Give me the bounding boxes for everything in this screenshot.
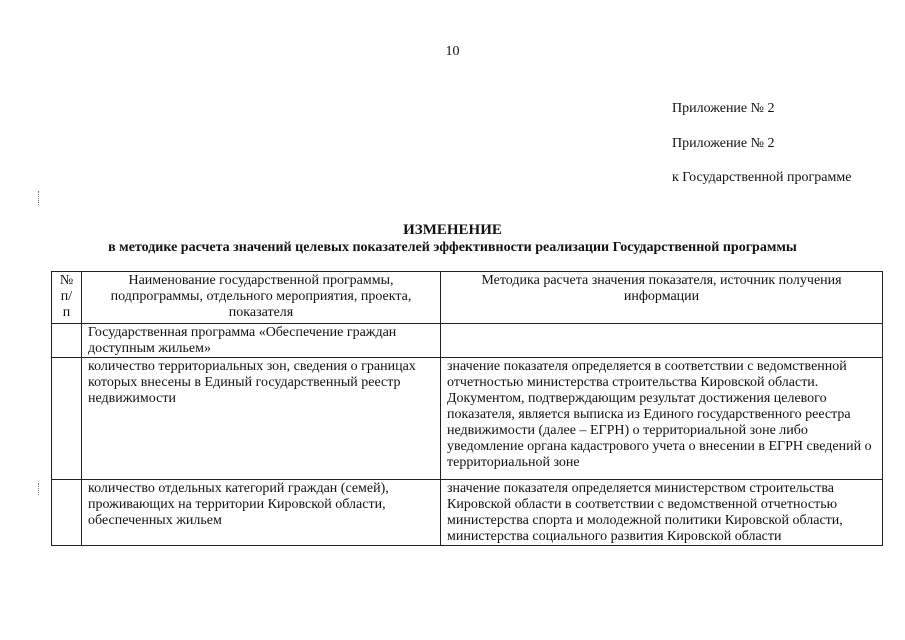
row-name: Государственная программа «Обеспечение граждан доступным жильем» — [82, 324, 441, 358]
appendix-line-2: Приложение № 2 — [672, 136, 775, 151]
table-row — [52, 324, 883, 358]
row-name: количество отдельных категорий граждан (семей), проживающих на территории Кировской области, обеспеченных жильем — [82, 480, 441, 546]
row-name: количество территориальных зон, сведения о границах которых внесены в Единый государственный реестр недвижимости — [82, 358, 441, 480]
row-method: значение показателя определяется министерством строительства Кировской области в соответствии с ведомственной отчетностью министерства спорта и молодежной политики Кировской области, министерства социального развития Кировской области — [441, 480, 883, 546]
margin-tick-bottom — [38, 483, 39, 495]
document-title: ИЗМЕНЕНИЕ — [403, 222, 502, 238]
row-number — [52, 480, 82, 546]
indicators-table — [51, 271, 883, 546]
table-header-row — [52, 272, 883, 324]
header-name: Наименование государственной программы, подпрограммы, отдельного мероприятия, проекта, показателя — [82, 272, 441, 324]
row-method: значение показателя определяется в соответствии с ведомственной отчетностью министерства строительства Кировской области. Документом, подтверждающим результат достижения целевого показателя, является выписка из Единого государственного реестра недвижимости (далее – ЕГРН) о территориальной зоне либо уведомление органа кадастрового учета о внесении в ЕГРН сведений о территориальной зоне — [441, 358, 883, 480]
header-method: Методика расчета значения показателя, источник получения информации — [441, 272, 883, 324]
header-number: № п/п — [52, 272, 82, 324]
row-number — [52, 358, 82, 480]
appendix-line-1: Приложение № 2 — [672, 101, 775, 116]
page-number: 10 — [445, 44, 460, 59]
row-method — [441, 324, 883, 358]
table-row — [52, 358, 883, 480]
appendix-line-3: к Государственной программе — [672, 170, 852, 185]
table-row — [52, 480, 883, 546]
margin-tick-top — [38, 191, 39, 205]
document-subtitle: в методике расчета значений целевых показателей эффективности реализации Государственной программы — [108, 240, 797, 255]
row-number — [52, 324, 82, 358]
